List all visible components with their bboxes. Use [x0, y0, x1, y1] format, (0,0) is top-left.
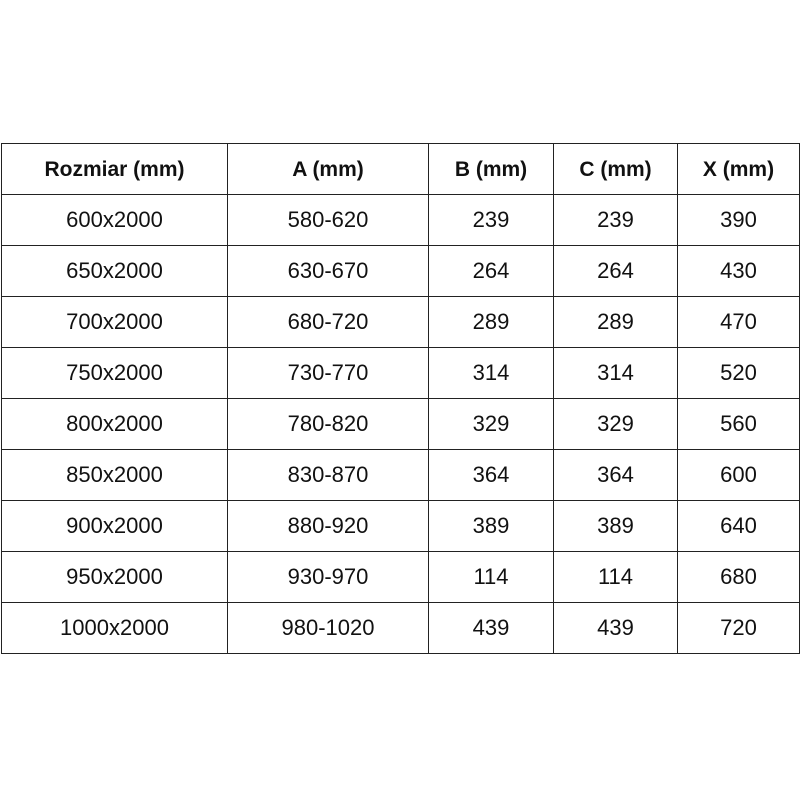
cell-c: 314 [554, 348, 678, 399]
table-row [2, 603, 800, 654]
cell-x: 520 [678, 348, 800, 399]
cell-rozmiar: 850x2000 [2, 450, 228, 501]
cell-c: 289 [554, 297, 678, 348]
cell-rozmiar: 750x2000 [2, 348, 228, 399]
cell-b: 239 [429, 195, 554, 246]
table-row [2, 348, 800, 399]
cell-c: 264 [554, 246, 678, 297]
cell-b: 329 [429, 399, 554, 450]
cell-rozmiar: 900x2000 [2, 501, 228, 552]
cell-a: 880-920 [228, 501, 429, 552]
cell-b: 389 [429, 501, 554, 552]
cell-b: 439 [429, 603, 554, 654]
table-header-row [2, 144, 800, 195]
cell-rozmiar: 600x2000 [2, 195, 228, 246]
table-row [2, 246, 800, 297]
cell-x: 430 [678, 246, 800, 297]
header-rozmiar: Rozmiar (mm) [2, 144, 228, 195]
cell-rozmiar: 800x2000 [2, 399, 228, 450]
table-row [2, 399, 800, 450]
cell-a: 580-620 [228, 195, 429, 246]
cell-x: 720 [678, 603, 800, 654]
header-x: X (mm) [678, 144, 800, 195]
cell-x: 600 [678, 450, 800, 501]
cell-rozmiar: 700x2000 [2, 297, 228, 348]
cell-a: 930-970 [228, 552, 429, 603]
cell-c: 364 [554, 450, 678, 501]
cell-x: 390 [678, 195, 800, 246]
cell-x: 560 [678, 399, 800, 450]
cell-x: 680 [678, 552, 800, 603]
cell-b: 264 [429, 246, 554, 297]
cell-x: 470 [678, 297, 800, 348]
cell-rozmiar: 1000x2000 [2, 603, 228, 654]
cell-x: 640 [678, 501, 800, 552]
cell-a: 630-670 [228, 246, 429, 297]
cell-a: 680-720 [228, 297, 429, 348]
cell-rozmiar: 950x2000 [2, 552, 228, 603]
table-row [2, 450, 800, 501]
cell-b: 114 [429, 552, 554, 603]
cell-a: 780-820 [228, 399, 429, 450]
cell-c: 239 [554, 195, 678, 246]
cell-c: 389 [554, 501, 678, 552]
dimensions-table [1, 143, 800, 654]
table-row [2, 552, 800, 603]
cell-b: 289 [429, 297, 554, 348]
table-row [2, 297, 800, 348]
cell-b: 364 [429, 450, 554, 501]
cell-c: 439 [554, 603, 678, 654]
cell-c: 329 [554, 399, 678, 450]
header-b: B (mm) [429, 144, 554, 195]
table-row [2, 195, 800, 246]
header-a: A (mm) [228, 144, 429, 195]
header-c: C (mm) [554, 144, 678, 195]
table-row [2, 501, 800, 552]
cell-c: 114 [554, 552, 678, 603]
cell-b: 314 [429, 348, 554, 399]
cell-a: 830-870 [228, 450, 429, 501]
cell-a: 730-770 [228, 348, 429, 399]
cell-rozmiar: 650x2000 [2, 246, 228, 297]
cell-a: 980-1020 [228, 603, 429, 654]
